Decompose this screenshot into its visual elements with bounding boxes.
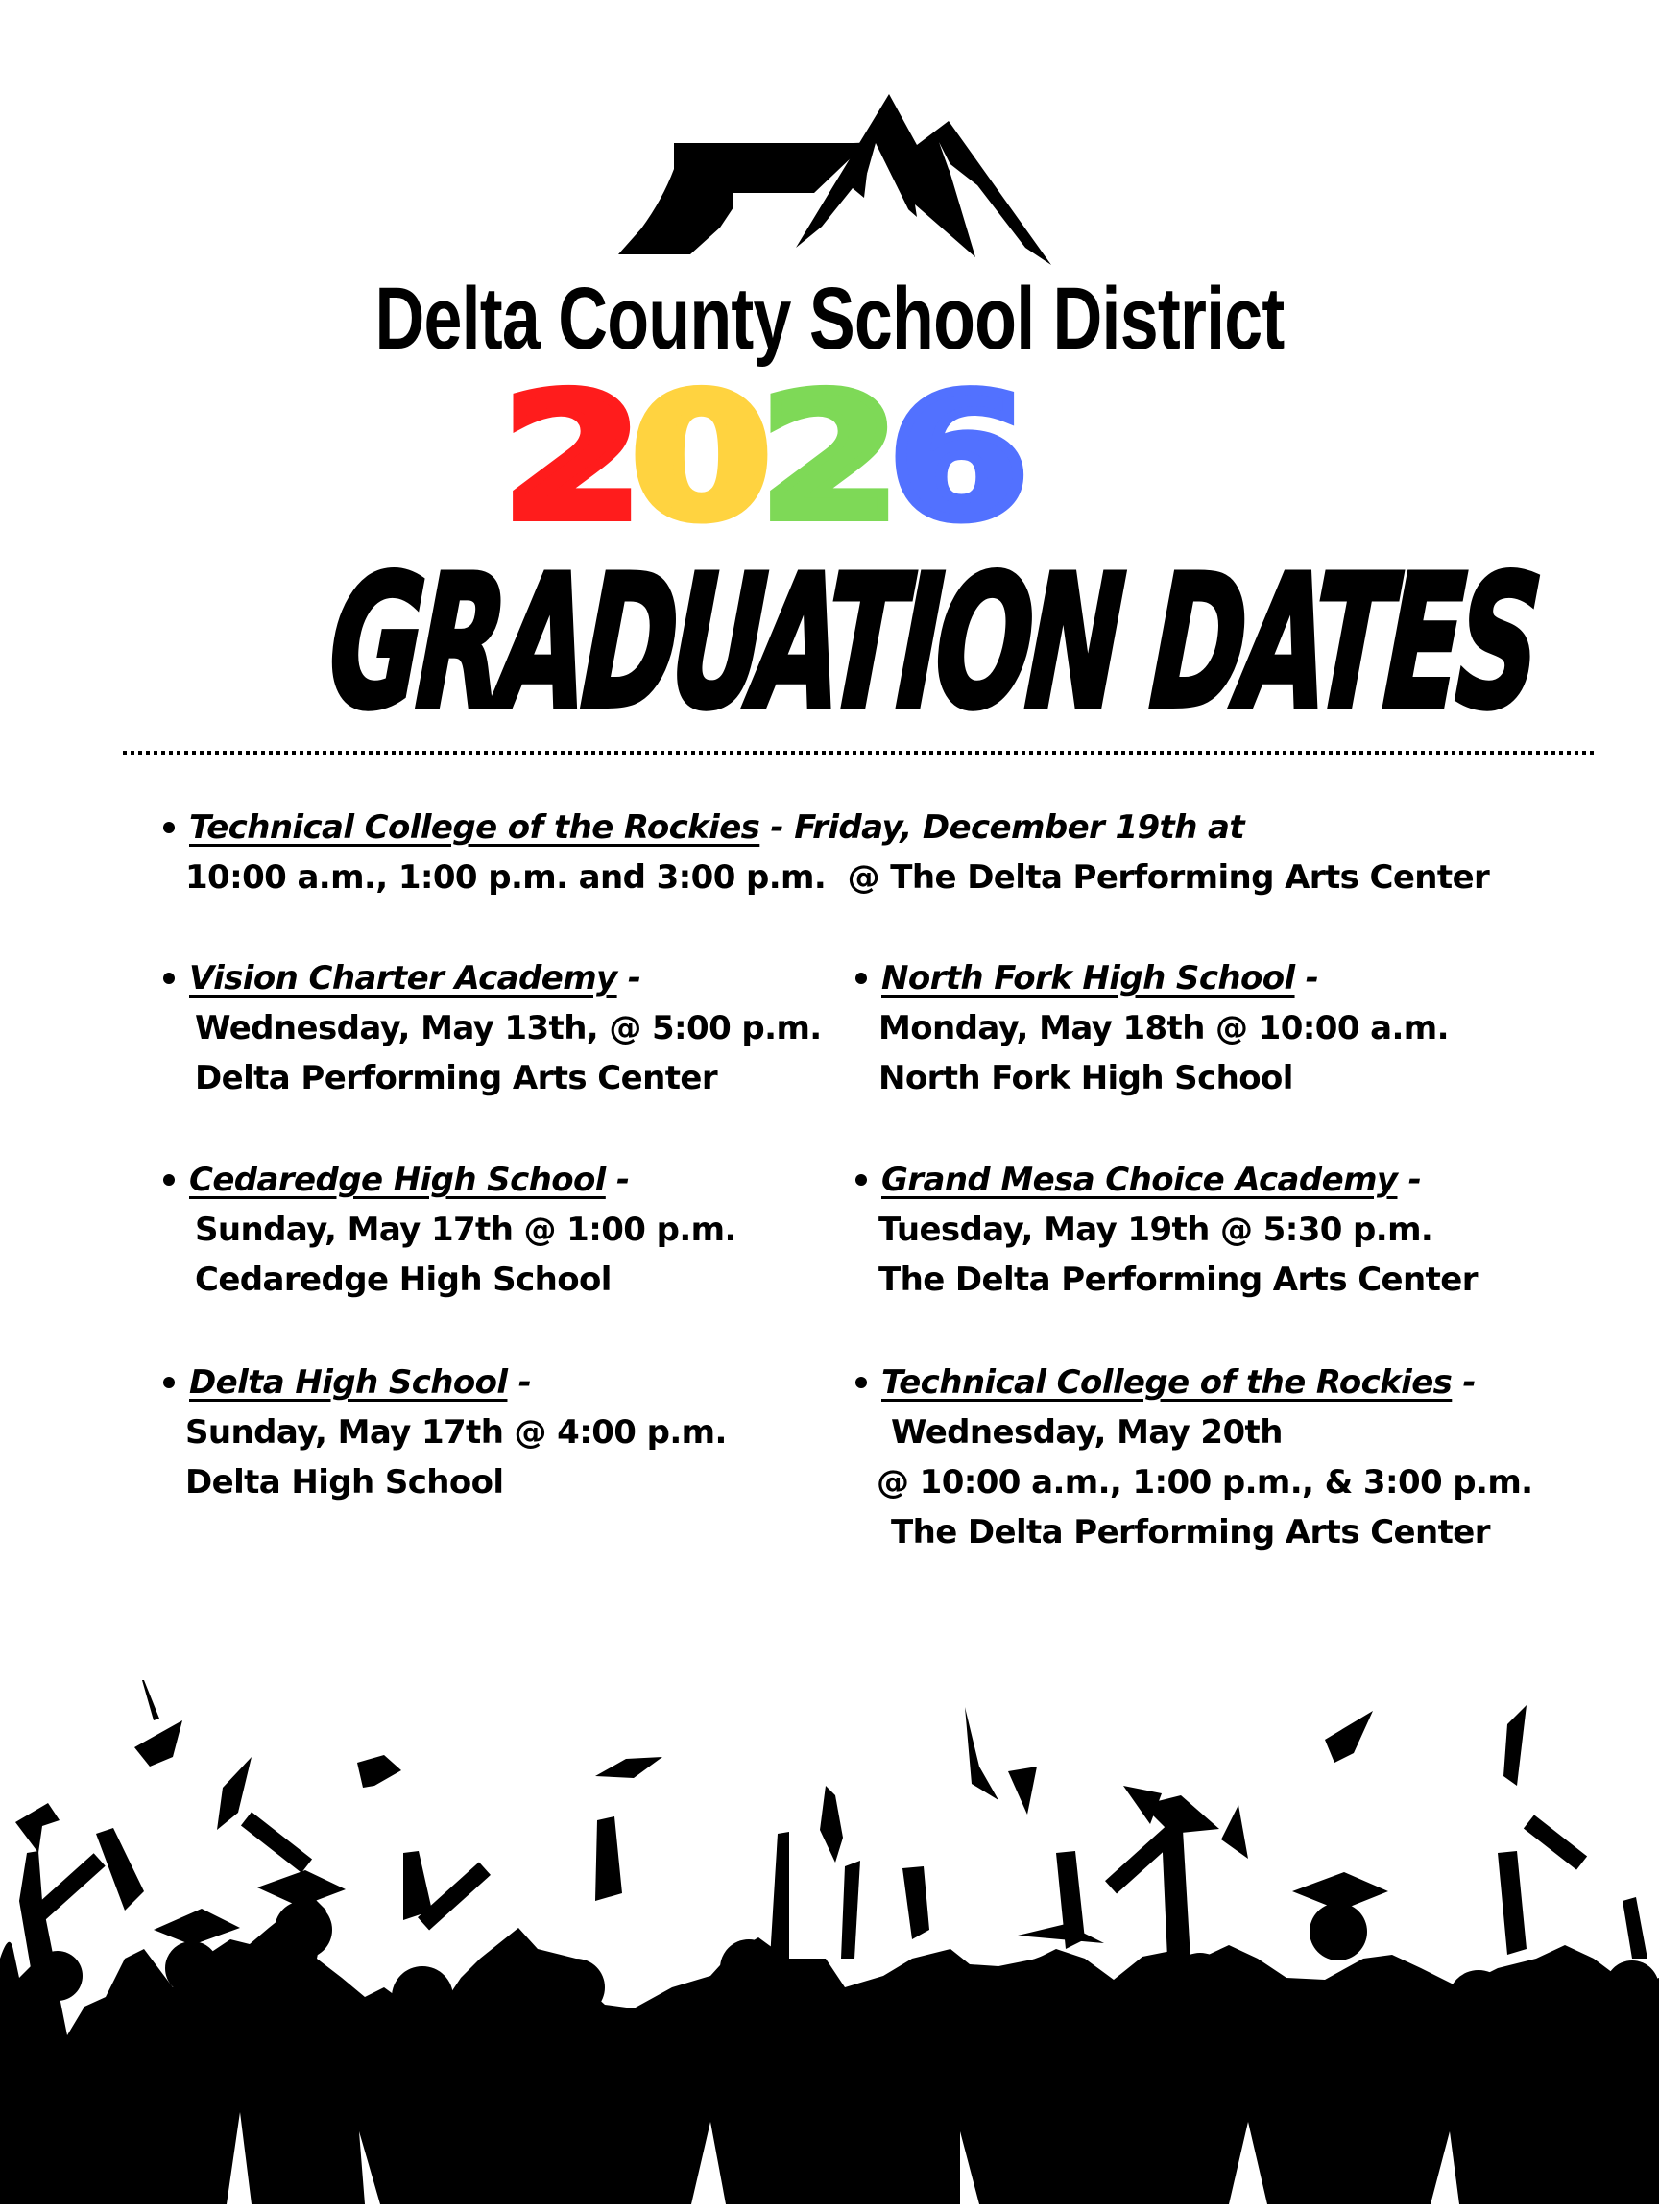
district-title: Delta County School District [374,270,1285,368]
event-date: Sunday, May 17th @ 4:00 p.m. [185,1413,727,1452]
separator: - [605,1161,630,1199]
school-name: Cedaredge High School [189,1161,606,1199]
event-location: The Delta Performing Arts Center [878,1261,1478,1299]
bullet-icon [163,1377,175,1388]
event-item [878,953,1449,1103]
event-date: Sunday, May 17th @ 1:00 p.m. [195,1211,736,1249]
year-digit-4: 6 [888,358,1022,557]
flying-cap-icon [134,1680,182,1767]
event-location: The Delta Performing Arts Center [891,1513,1490,1551]
school-name: North Fork High School [881,959,1295,998]
bullet-icon [855,973,867,984]
headline [0,537,1659,749]
event-item [877,1358,1533,1557]
event-date: Wednesday, May 20th [891,1413,1283,1452]
event-location: North Fork High School [878,1059,1293,1097]
separator: - [1397,1161,1422,1199]
event-location: Delta High School [185,1463,504,1502]
school-name: Delta High School [189,1363,508,1402]
year-2026 [0,358,1659,557]
separator: - [1452,1363,1477,1402]
event-item [185,1358,727,1507]
event-date: Tuesday, May 19th @ 5:30 p.m. [878,1211,1433,1249]
bullet-icon [163,973,175,984]
school-name: Vision Charter Academy [189,959,617,998]
separator: - [507,1363,532,1402]
event-item [185,803,1490,902]
event-date: Wednesday, May 13th, @ 5:00 p.m. [195,1009,822,1047]
bullet-icon [855,1377,867,1388]
event-date: Monday, May 18th @ 10:00 a.m. [878,1009,1449,1047]
event-item [878,1155,1478,1305]
bullet-icon [163,822,175,833]
graduates-silhouette-icon [0,1671,1659,2204]
separator: - [759,808,795,847]
dotted-divider [123,751,1594,755]
bullet-icon [163,1174,175,1186]
school-name: Technical College of the Rockies [189,808,760,847]
event-location: Delta Performing Arts Center [195,1059,718,1097]
event-location: Cedaredge High School [195,1261,612,1299]
separator: - [1294,959,1319,998]
event-date: Friday, December 19th at [794,808,1245,847]
bullet-icon [855,1174,867,1186]
year-digit-1: 2 [502,358,637,557]
mountain-logo-icon [574,84,1093,267]
event-times-location: 10:00 a.m., 1:00 p.m. and 3:00 p.m. @ The Delta Performing Arts Center [185,858,1490,897]
year-digit-3: 2 [759,358,894,557]
event-item [189,1155,736,1305]
year-digit-2: 0 [631,358,765,557]
event-item [189,953,822,1103]
headline-text: GRADUATION DATES [324,537,1543,749]
separator: - [616,959,641,998]
school-name: Technical College of the Rockies [881,1363,1453,1402]
event-times: @ 10:00 a.m., 1:00 p.m., & 3:00 p.m. [877,1463,1533,1502]
school-name: Grand Mesa Choice Academy [881,1161,1398,1199]
